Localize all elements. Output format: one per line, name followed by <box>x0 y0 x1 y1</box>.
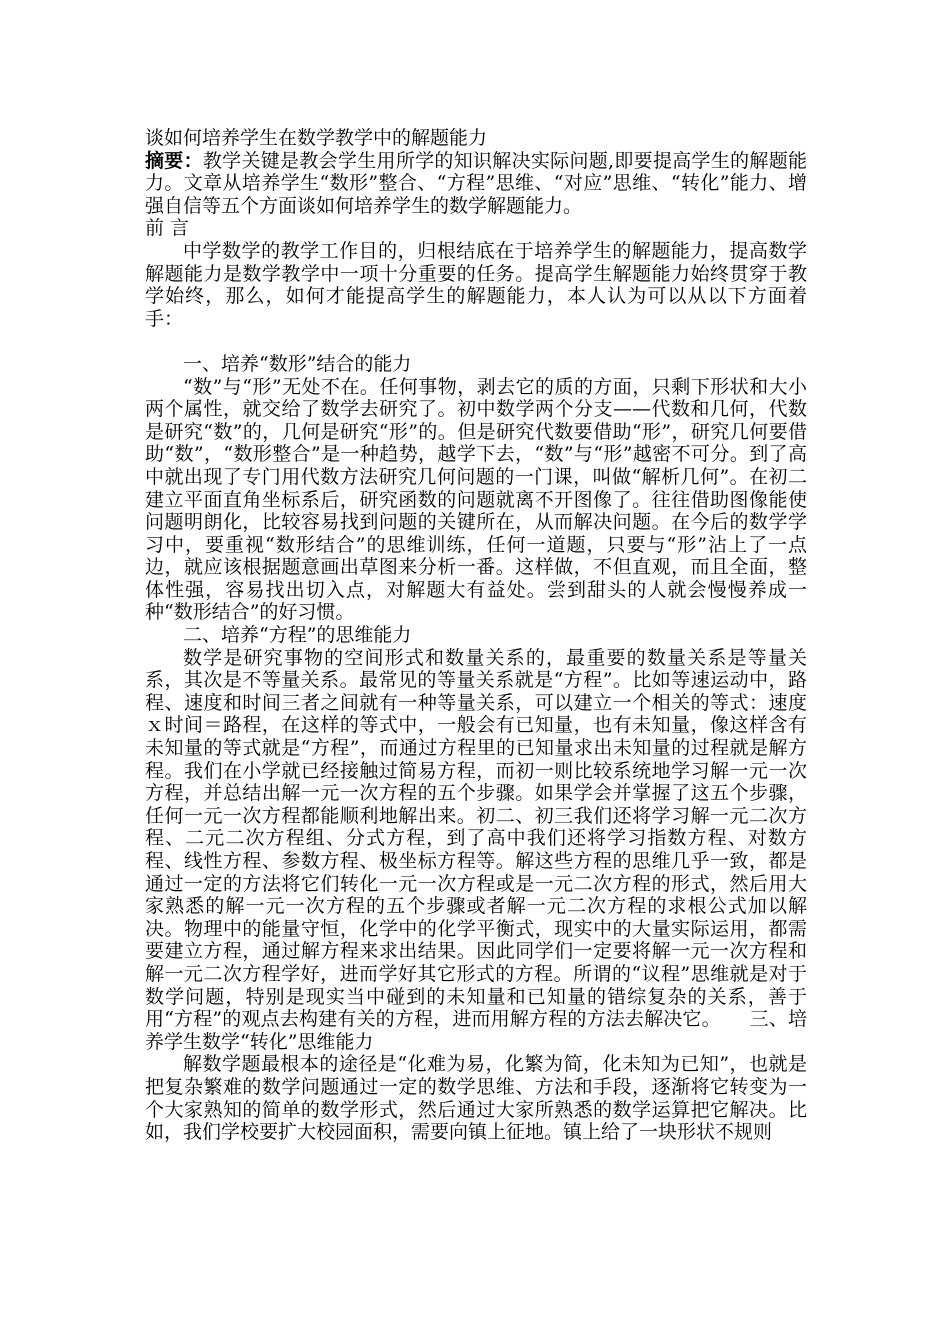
abstract-label: 摘要： <box>145 149 203 172</box>
section-2-paragraph <box>145 647 807 1054</box>
section-2-text: 数学是研究事物的空间形式和数量关系的，最重要的数量关系是等量关系，其次是不等量关系。最常见的等量关系就是“方程”。比如等速运动中，路程、速度和时间三者之间就有一种等量关系，可以建立一个相关的等式：速度ｘ时间＝路程，在这样的等式中，一般会有已知量，也有未知量，像这样含有未知量的等式就是“方程”，而通过方程里的已知量求出未知量的过程就是解方程。我们在小学就已经接触过简易方程，而初一则比较系统地学习解一元一次方程，并总结出解一元一次方程的五个步骤。如果学会并掌握了这五个步骤，任何一元一次方程都能顺利地解出来。初二、初三我们还将学习解一元二次方程、二元二次方程组、分式方程，到了高中我们还将学习指数方程、对数方程、线性方程、参数方程、极坐标方程等。解这些方程的思维几乎一致，都是通过一定的方法将它们转化一元一次方程或是一元二次方程的形式，然后用大家熟悉的解一元一次方程的五个步骤或者解一元二次方程的求根公式加以解决。物理中的能量守恒，化学中的化学平衡式，现实中的大量实际运用，都需要建立方程，通过解方程来求出结果。因此同学们一定要将解一元一次方程和解一元二次方程学好，进而学好其它形式的方程。所谓的“议程”思维就是对于数学问题，特别是现实当中碰到的未知量和已知量的错综复杂的关系，善于用“方程”的观点去构建有关的方程，进而用解方程的方法去解决它。 <box>145 646 807 1031</box>
abstract-text: 教学关键是教会学生用所学的知识解决实际问题,即要提高学生的解题能力。文章从培养学生“数形”整合、“方程”思维、“对应”思维、“转化”能力、增强自信等五个方面谈如何培养学生的数学解题能力。 <box>145 149 807 217</box>
document-title: 谈如何培养学生在数学教学中的解题能力 <box>145 127 488 149</box>
section-1-paragraph: “数”与“形”无处不在。任何事物，剥去它的质的方面，只剩下形状和大小两个属性，就交给了数学去研究了。初中数学两个分支——代数和几何，代数是研究“数”的，几何是研究“形”的。但是研究代数要借助“形”，研究几何要借助“数”，“数形整合”是一种趋势，越学下去，“数”与“形”越密不可分。到了高中就出现了专门用代数方法研究几何问题的一门课，叫做“解析几何”。在初二建立平面直角坐标系后，研究函数的问题就离不开图像了。往往借助图像能使问题明朗化，比较容易找到问题的关键所在，从而解决问题。在今后的数学学习中，要重视“数形结合”的思维训练，任何一道题，只要与“形”沾上了一点边，就应该根据题意画出草图来分析一番。这样做，不但直观，而且全面，整体性强，容易找出切入点，对解题大有益处。尝到甜头的人就会慢慢养成一种“数形结合”的好习惯。 <box>145 375 807 624</box>
section-3-heading: 三、培养学生数学“转化”思维能力 <box>145 1008 807 1053</box>
section-1-heading: 一、培养“数形”结合的能力 <box>183 352 412 375</box>
section-2-heading: 二、培养“方程”的思维能力 <box>183 624 412 647</box>
abstract <box>145 150 807 218</box>
preface-heading: 前 言 <box>145 217 190 240</box>
section-3-paragraph: 解数学题最根本的途径是“化难为易，化繁为简，化未知为已知”，也就是把复杂繁难的数学问题通过一定的数学思维、方法和手段，逐渐将它转变为一个大家熟知的简单的数学形式，然后通过大家所熟悉的数学运算把它解决。比如，我们学校要扩大校园面积，需要向镇上征地。镇上给了一块形状不规则 <box>145 1053 807 1144</box>
preface-paragraph: 中学数学的教学工作目的，归根结底在于培养学生的解题能力，提高数学解题能力是数学教学中一项十分重要的任务。提高学生解题能力始终贯穿于教学始终，那么，如何才能提高学生的解题能力，本人认为可以从以下方面着手： <box>145 239 807 330</box>
blank-line <box>145 330 807 353</box>
document-page <box>145 127 807 1144</box>
